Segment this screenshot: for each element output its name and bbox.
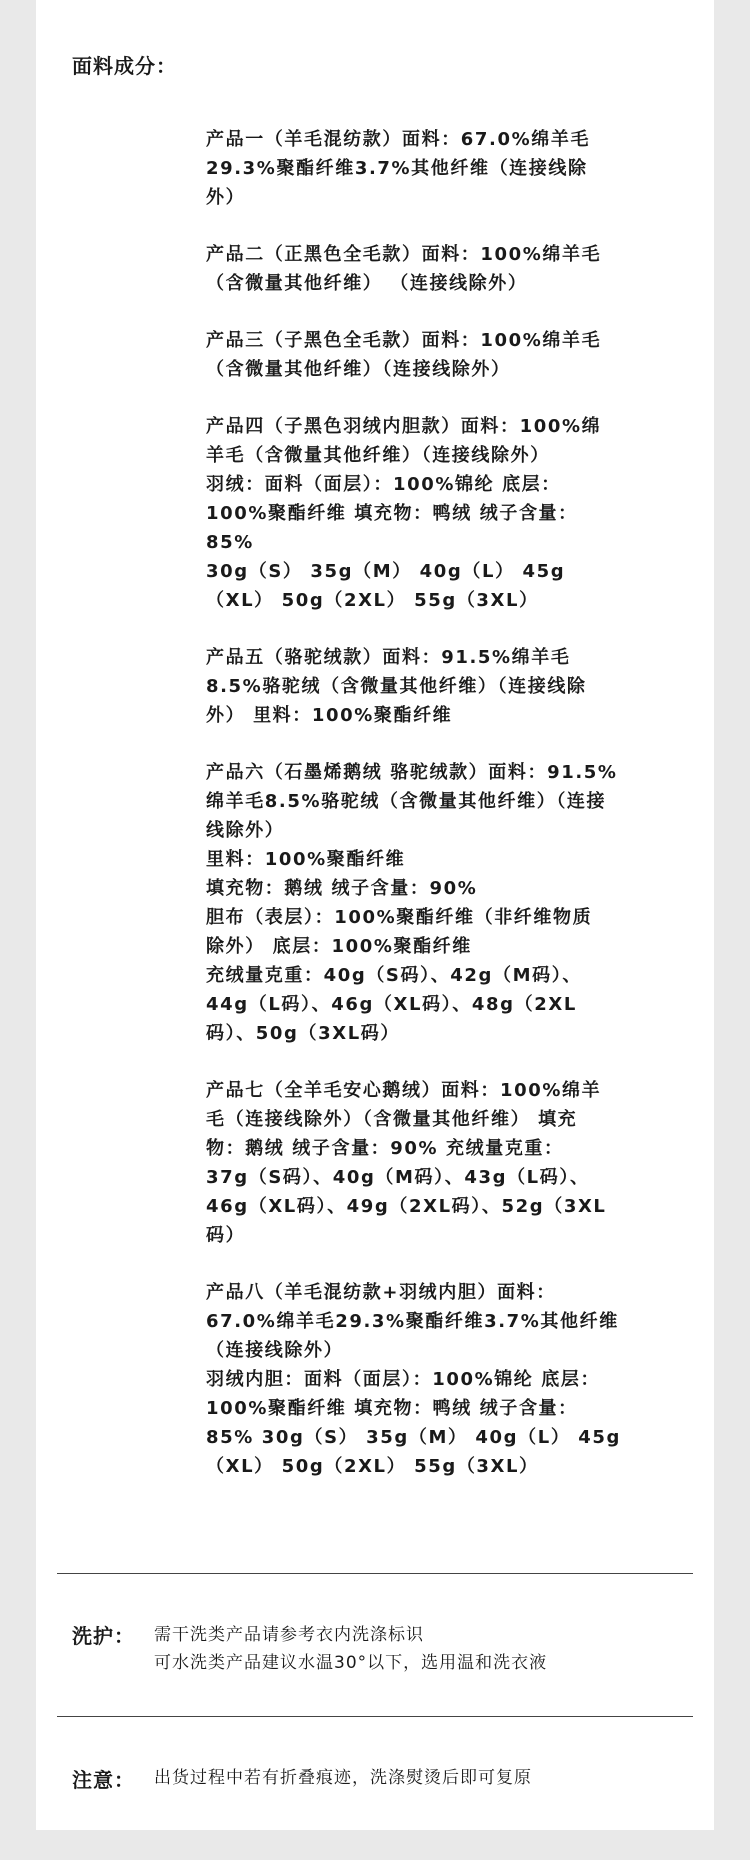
- product-line: 100%聚酯纤维 填充物：鸭绒 绒子含量：: [206, 1398, 578, 1419]
- product-line: 产品五（骆驼绒款）面料：91.5%绵羊毛: [206, 647, 571, 668]
- product-block: [206, 326, 706, 384]
- product-line: 37g（S码）、40g（M码）、43g（L码）、: [206, 1167, 590, 1188]
- divider-bottom: [57, 1716, 693, 1717]
- care-label: 洗护：: [72, 1624, 135, 1648]
- product-line: 绵羊毛8.5%骆驼绒（含微量其他纤维）（连接: [206, 791, 607, 812]
- product-line: 46g（XL码）、49g（2XL码）、52g（3XL: [206, 1196, 607, 1217]
- product-line: 产品六（石墨烯鹅绒 骆驼绒款）面料：91.5%: [206, 762, 618, 783]
- notice-text: 出货过程中若有折叠痕迹，洗涤熨烫后即可复原: [154, 1768, 532, 1788]
- product-line: 8.5%骆驼绒（含微量其他纤维）（连接线除: [206, 676, 587, 697]
- product-line: 毛（连接线除外）（含微量其他纤维） 填充: [206, 1109, 578, 1130]
- product-line: （含微量其他纤维）（连接线除外）: [206, 359, 511, 380]
- care-line-1: 需干洗类产品请参考衣内洗涤标识: [154, 1625, 424, 1645]
- product-line: 码）、50g（3XL码）: [206, 1023, 401, 1044]
- product-line: 里料：100%聚酯纤维: [206, 849, 406, 870]
- product-line: 填充物：鹅绒 绒子含量：90%: [206, 878, 478, 899]
- product-line: 29.3%聚酯纤维3.7%其他纤维（连接线除: [206, 158, 588, 179]
- product-block: [206, 758, 706, 1048]
- product-line: 码）: [206, 1225, 246, 1246]
- product-line: 44g（L码）、46g（XL码）、48g（2XL: [206, 994, 577, 1015]
- product-line: 线除外）: [206, 820, 285, 841]
- divider-top: [57, 1573, 693, 1574]
- product-block: [206, 240, 706, 298]
- product-line: 产品八（羊毛混纺款+羽绒内胆）面料：: [206, 1282, 556, 1303]
- notice-label: 注意：: [72, 1768, 135, 1792]
- product-line: 产品二（正黑色全毛款）面料：100%绵羊毛: [206, 244, 602, 265]
- product-line: 胆布（表层）：100%聚酯纤维（非纤维物质: [206, 907, 593, 928]
- product-line: 羽绒：面料（面层）：100%锦纶 底层：: [206, 474, 561, 495]
- product-block: [206, 1278, 706, 1481]
- product-list: [206, 125, 706, 1509]
- product-line: （XL） 50g（2XL） 55g（3XL）: [206, 590, 539, 611]
- product-line: 30g（S） 35g（M） 40g（L） 45g: [206, 561, 566, 582]
- product-block: [206, 412, 706, 615]
- product-line: 羊毛（含微量其他纤维）（连接线除外）: [206, 445, 550, 466]
- product-line: 产品七（全羊毛安心鹅绒）面料：100%绵羊: [206, 1080, 602, 1101]
- product-block: [206, 125, 706, 212]
- product-line: 85% 30g（S） 35g（M） 40g（L） 45g: [206, 1427, 622, 1448]
- product-line: （XL） 50g（2XL） 55g（3XL）: [206, 1456, 539, 1477]
- product-block: [206, 1076, 706, 1250]
- composition-title: 面料成分：: [72, 54, 177, 78]
- care-line-2: 可水洗类产品建议水温30°以下，选用温和洗衣液: [154, 1653, 548, 1673]
- product-line: 外）: [206, 187, 246, 208]
- product-line: 外） 里料：100%聚酯纤维: [206, 705, 453, 726]
- product-line: 羽绒内胆：面料（面层）：100%锦纶 底层：: [206, 1369, 601, 1390]
- product-line: 产品三（子黑色全毛款）面料：100%绵羊毛: [206, 330, 602, 351]
- product-line: （连接线除外）: [206, 1340, 344, 1361]
- product-line: 产品一（羊毛混纺款）面料：67.0%绵羊毛: [206, 129, 591, 150]
- product-line: 67.0%绵羊毛29.3%聚酯纤维3.7%其他纤维: [206, 1311, 619, 1332]
- product-line: 产品四（子黑色羽绒内胆款）面料：100%绵: [206, 416, 602, 437]
- product-line: 100%聚酯纤维 填充物：鸭绒 绒子含量：: [206, 503, 578, 524]
- product-line: 85%: [206, 532, 254, 553]
- product-line: （含微量其他纤维） （连接线除外）: [206, 273, 528, 294]
- content-sheet: [36, 0, 714, 1830]
- product-line: 物：鹅绒 绒子含量：90% 充绒量克重：: [206, 1138, 564, 1159]
- product-line: 充绒量克重：40g（S码）、42g（M码）、: [206, 965, 582, 986]
- product-block: [206, 643, 706, 730]
- product-line: 除外） 底层：100%聚酯纤维: [206, 936, 472, 957]
